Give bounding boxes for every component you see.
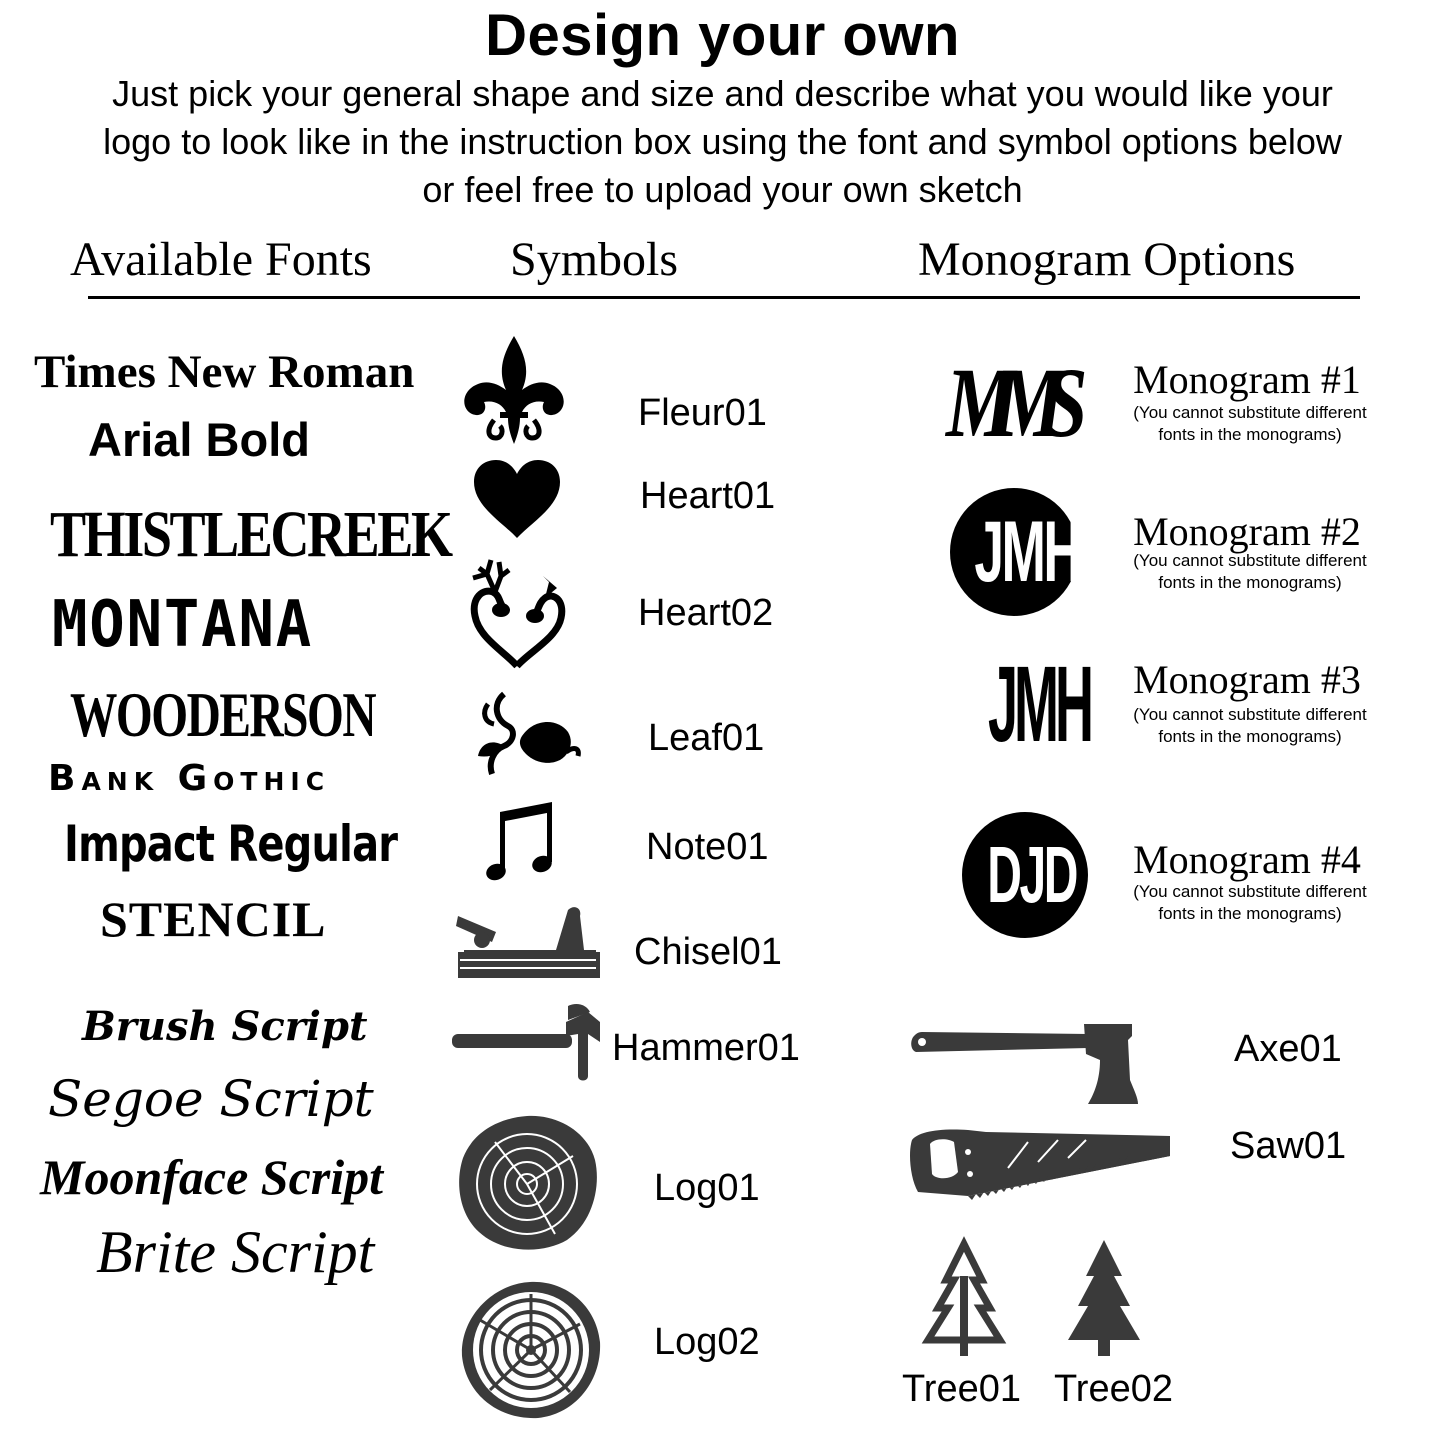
symbol-label-leaf01: Leaf01 bbox=[648, 717, 765, 759]
monogram-2-title: Monogram #2 bbox=[1133, 509, 1361, 554]
symbol-label-hammer01: Hammer01 bbox=[612, 1027, 800, 1069]
hammer-icon bbox=[450, 1002, 602, 1084]
monogram-3-letters: JMH bbox=[988, 643, 1091, 764]
tool-label-axe01: Axe01 bbox=[1234, 1028, 1342, 1070]
monogram-3-sample bbox=[960, 643, 1091, 764]
monogram-3-title: Monogram #3 bbox=[1133, 657, 1361, 702]
symbol-label-heart02: Heart02 bbox=[638, 592, 774, 634]
log-cross-section-icon bbox=[455, 1112, 600, 1254]
monograms-column-heading: Monogram Options bbox=[918, 233, 1296, 286]
pine-tree-solid-icon bbox=[1064, 1238, 1144, 1358]
symbol-label-log01: Log01 bbox=[654, 1167, 760, 1209]
monogram-1-note-line2: fonts in the monograms) bbox=[1158, 425, 1342, 444]
monogram-1-sample: MMS bbox=[946, 347, 1068, 458]
font-option-wooderson: WOODERSON bbox=[70, 679, 376, 750]
monogram-2-note-line1: (You cannot substitute different bbox=[1133, 551, 1367, 570]
font-option-segoe-script: Segoe Script bbox=[48, 1070, 374, 1128]
deer-heart-icon bbox=[465, 548, 570, 670]
music-note-icon bbox=[486, 800, 558, 884]
monogram-4-note-line2: fonts in the monograms) bbox=[1158, 904, 1342, 923]
symbol-label-heart01: Heart01 bbox=[640, 475, 776, 517]
intro-line-1: Just pick your general shape and size and describe what you would like your bbox=[112, 73, 1333, 114]
symbol-label-fleur01: Fleur01 bbox=[638, 392, 767, 434]
monogram-3-note-line2: fonts in the monograms) bbox=[1158, 727, 1342, 746]
symbol-label-note01: Note01 bbox=[646, 826, 769, 868]
monogram-2-note-line2: fonts in the monograms) bbox=[1158, 573, 1342, 592]
monogram-3-note-line1: (You cannot substitute different bbox=[1133, 705, 1367, 724]
monogram-4-sample bbox=[962, 812, 1088, 938]
font-option-brush-script: Brush Script bbox=[82, 1003, 368, 1050]
monogram-4-note-line1: (You cannot substitute different bbox=[1133, 882, 1367, 901]
font-option-montana: MONTANA bbox=[52, 588, 314, 662]
font-option-bank-gothic: Bank Gothic bbox=[48, 758, 331, 799]
saw-icon bbox=[908, 1128, 1172, 1202]
tool-label-tree02: Tree02 bbox=[1054, 1368, 1173, 1410]
hand-plane-icon bbox=[456, 902, 602, 982]
symbol-label-chisel01: Chisel01 bbox=[634, 931, 782, 973]
monogram-4-title: Monogram #4 bbox=[1133, 837, 1361, 882]
heart-icon bbox=[472, 458, 562, 540]
page-title: Design your own bbox=[485, 3, 960, 68]
monogram-2-sample bbox=[950, 488, 1078, 616]
monogram-1-note-line1: (You cannot substitute different bbox=[1133, 403, 1367, 422]
fleur-de-lis-icon bbox=[458, 334, 570, 446]
font-option-moonface-script: Moonface Script bbox=[40, 1149, 384, 1205]
symbols-column-heading: Symbols bbox=[510, 233, 679, 286]
monogram-4-letters: DJD bbox=[987, 830, 1077, 919]
font-option-times: Times New Roman bbox=[34, 346, 415, 398]
intro-line-2: logo to look like in the instruction box using the font and symbol options below bbox=[103, 121, 1342, 162]
monogram-1-title: Monogram #1 bbox=[1133, 357, 1361, 402]
leaf-icon bbox=[474, 690, 584, 778]
font-option-impact: Impact Regular bbox=[64, 815, 398, 873]
font-option-brite-script: Brite Script bbox=[96, 1219, 375, 1285]
symbol-label-log02: Log02 bbox=[654, 1321, 760, 1363]
font-option-arial-bold: Arial Bold bbox=[88, 413, 310, 466]
tool-label-saw01: Saw01 bbox=[1230, 1125, 1347, 1167]
fonts-column-heading: Available Fonts bbox=[70, 233, 372, 286]
tool-label-tree01: Tree01 bbox=[902, 1368, 1021, 1410]
intro-line-3: or feel free to upload your own sketch bbox=[422, 169, 1023, 210]
axe-icon bbox=[908, 1020, 1140, 1108]
header-divider bbox=[88, 296, 1360, 299]
font-option-thistlecreek: THISTLECREEK bbox=[50, 498, 451, 571]
monogram-2-letters: JMH bbox=[974, 504, 1080, 600]
pine-tree-outline-icon bbox=[924, 1240, 1004, 1358]
log-rings-icon bbox=[460, 1280, 602, 1420]
font-option-stencil: STENCIL bbox=[100, 891, 327, 947]
